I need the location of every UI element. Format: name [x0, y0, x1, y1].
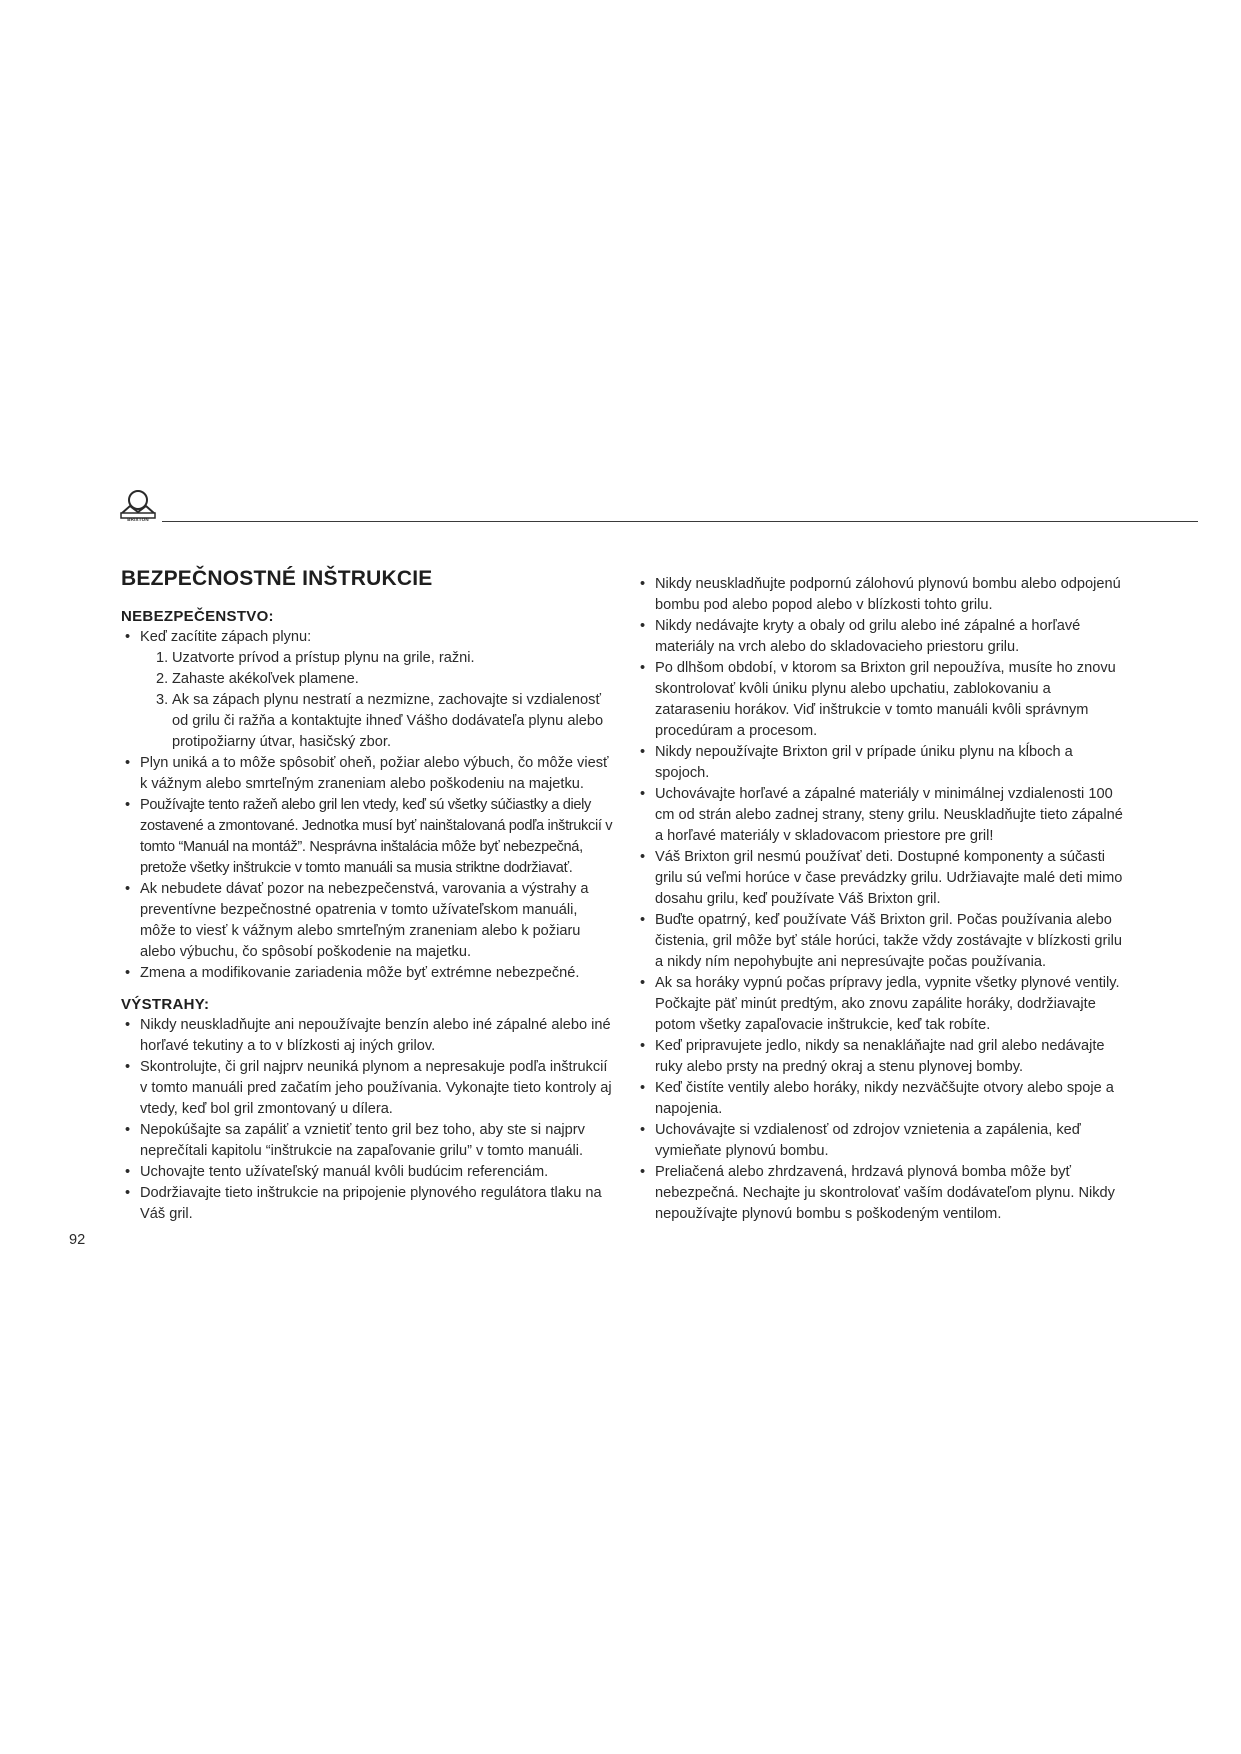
- list-item: • Nikdy neuskladňujte podpornú zálohovú plynovú bombu alebo odpojenú bombu pod alebo popod alebo v blízkosti tohto grilu.: [640, 574, 1126, 616]
- page-title: BEZPEČNOSTNÉ INŠTRUKCIE: [121, 567, 433, 590]
- warnings-list: [121, 1015, 616, 1225]
- list-item: • Preliačená alebo zhrdzavená, hrdzavá plynová bomba môže byť nebezpečná. Nechajte ju skontrolovať vaším dodávateľom plynu. Nikdy nepoužívajte plynovú bombu s poškodeným ventilom.: [640, 1162, 1126, 1225]
- list-item: • Zmena a modifikovanie zariadenia môže byť extrémne nebezpečné.: [125, 963, 616, 984]
- left-column: [121, 566, 616, 1225]
- list-item: • Po dlhšom období, v ktorom sa Brixton gril nepoužíva, musíte ho znovu skontrolovať kvôli úniku plynu alebo upchatiu, zablokovaniu a zataraseniu horákov. Viď inštrukcie v tomto manuáli kvôli správnym procedúram a procesom.: [640, 658, 1126, 742]
- list-item: • Nepokúšajte sa zapáliť a vznietiť tento gril bez toho, aby ste si najprv neprečítali kapitolu “inštrukcie na zapaľovanie grilu” v tomto manuáli.: [125, 1120, 616, 1162]
- list-item: • Keď čistíte ventily alebo horáky, nikdy nezväčšujte otvory alebo spoje a napojenia.: [640, 1078, 1126, 1120]
- brixton-logo-text: BRIXTON: [127, 517, 149, 522]
- list-item: 2. Zahaste akékoľvek plamene.: [156, 671, 359, 687]
- warnings-heading: VÝSTRAHY:: [121, 996, 210, 1013]
- list-item: • Skontrolujte, či gril najprv neuniká plynom a nepresakuje podľa inštrukcií v tomto manuáli pred začatím jeho používania. Vykonajte tieto kontroly aj vtedy, keď bol gril zmontovaný u dílera.: [125, 1057, 616, 1120]
- list-item: • Nikdy nedávajte kryty a obaly od grilu alebo iné zápalné a horľavé materiály na vrch alebo do skladovacieho priestoru grilu.: [640, 616, 1126, 658]
- gas-steps-list: [140, 648, 616, 753]
- header-divider: [162, 521, 1198, 522]
- list-item: • Uchovajte tento užívateľský manuál kvôli budúcim referenciám.: [125, 1162, 616, 1183]
- list-item: • Ak nebudete dávať pozor na nebezpečenstvá, varovania a výstrahy a preventívne bezpečnostné opatrenia v tomto užívateľskom manuáli, môže to viesť k vážnym alebo smrteľným zraneniam alebo k požiaru alebo výbuchu, čo spôsobí poškodenie na majetku.: [125, 879, 616, 963]
- list-item: • Dodržiavajte tieto inštrukcie na pripojenie plynového regulátora tlaku na Váš gril.: [125, 1183, 616, 1225]
- list-item: • Keď zacítite zápach plynu: 1. Uzatvorte prívod a prístup plynu na grile, ražni. 2. Zahaste akékoľvek plamene. 3. Ak sa zápach plynu nestratí a nezmizne, zachovajte si vzdialenosť od grilu či ražňa a kontaktujte ihneď Vášho dodávateľa plynu alebo protipožiarny útvar, hasičský zbor.: [125, 627, 616, 753]
- list-item: 3. Ak sa zápach plynu nestratí a nezmizne, zachovajte si vzdialenosť od grilu či ražňa a kontaktujte ihneď Vášho dodávateľa plynu alebo protipožiarny útvar, hasičský zbor.: [156, 692, 604, 750]
- list-item: • Plyn uniká a to môže spôsobiť oheň, požiar alebo výbuch, čo môže viesť k vážnym alebo smrteľným zraneniam alebo poškodeniu na majetku.: [125, 753, 616, 795]
- danger-list: [121, 627, 616, 984]
- list-item: • Nikdy neuskladňujte ani nepoužívajte benzín alebo iné zápalné alebo iné horľavé tekutiny a to v blízkosti aj iných grilov.: [125, 1015, 616, 1057]
- right-column: [636, 574, 1126, 1225]
- list-item: • Uchovávajte horľavé a zápalné materiály v minimálnej vzdialenosti 100 cm od strán alebo zadnej strany, steny grilu. Neuskladňujte tieto zápalné a horľavé materiály v skladovacom priestore pre gril!: [640, 784, 1126, 847]
- list-item: • Váš Brixton gril nesmú používať deti. Dostupné komponenty a súčasti grilu sú veľmi horúce v čase prevádzky grilu. Udržiavajte malé deti mimo dosahu grilu, keď používate Váš Brixton gril.: [640, 847, 1126, 910]
- page-number: 92: [69, 1232, 86, 1248]
- list-item: • Buďte opatrný, keď používate Váš Brixton gril. Počas používania alebo čistenia, gril môže byť stále horúci, takže vždy zostávajte v blízkosti grilu a nikdy ním nepohybujte ani nepresúvajte počas používania.: [640, 910, 1126, 973]
- brixton-logo: [118, 488, 158, 524]
- list-item: • Nikdy nepoužívajte Brixton gril v prípade úniku plynu na kĺboch a spojoch.: [640, 742, 1126, 784]
- list-item: • Keď pripravujete jedlo, nikdy sa nenakláňajte nad gril alebo nedávajte ruky alebo prsty na predný okraj a stenu plynovej bomby.: [640, 1036, 1126, 1078]
- danger-heading: NEBEZPEČENSTVO:: [121, 608, 274, 625]
- list-item: • Ak sa horáky vypnú počas prípravy jedla, vypnite všetky plynové ventily. Počkajte päť minút predtým, ako znovu zapálite horáky, dodržiavajte potom všetky zapaľovacie inštrukcie, keď tak robíte.: [640, 973, 1126, 1036]
- page-header: [118, 488, 1198, 524]
- list-item: • Uchovávajte si vzdialenosť od zdrojov vznietenia a zapálenia, keď vymieňate plynovú bombu.: [640, 1120, 1126, 1162]
- list-item: • Používajte tento ražeň alebo gril len vtedy, keď sú všetky súčiastky a diely zostavené a zmontované. Jednotka musí byť nainštalovaná podľa inštrukcií v tomto “Manuál na montáž”. Nesprávna inštalácia môže byť nebezpečná, pretože všetky inštrukcie v tomto manuáli sa musia striktne dodržiavať.: [125, 795, 616, 879]
- list-item: 1. Uzatvorte prívod a prístup plynu na grile, ražni.: [156, 650, 475, 666]
- safety-list: [636, 574, 1126, 1225]
